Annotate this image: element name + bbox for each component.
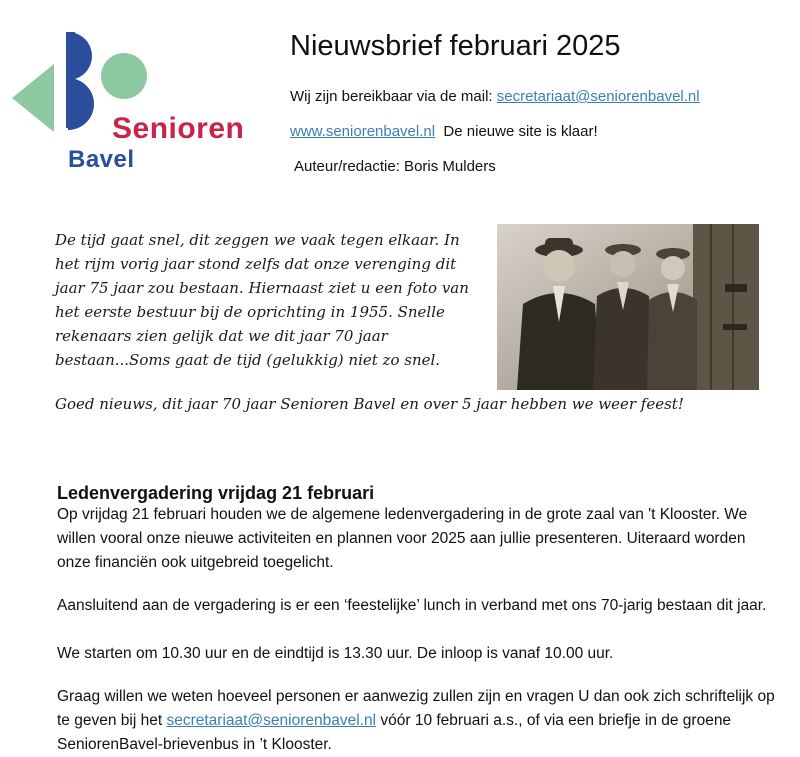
- contact-prefix: Wij zijn bereikbaar via de mail:: [290, 88, 497, 105]
- logo-text-senioren: Senioren: [112, 112, 245, 145]
- contact-email-link[interactable]: secretariaat@seniorenbavel.nl: [496, 88, 700, 105]
- board-photo: [497, 224, 759, 390]
- good-news-line: Goed nieuws, dit jaar 70 jaar Senioren Bavel en over 5 jaar hebben we weer feest!: [55, 395, 684, 413]
- logo-lower-bowl-shape: [68, 78, 94, 130]
- meeting-paragraph-3: We starten om 10.30 uur en de eindtijd is 13.30 uur. De inloop is vanaf 10.00 uur.: [57, 645, 614, 662]
- contact-line: [290, 88, 700, 105]
- site-line: [290, 123, 598, 140]
- board-photo-image: [497, 224, 759, 390]
- meeting-paragraph-2: Aansluitend aan de vergadering is er een ‘feestelijke’ lunch in verband met ons 70-jarig bestaan dit jaar.: [57, 597, 767, 614]
- newsletter-title: Nieuwsbrief februari 2025: [290, 30, 621, 62]
- logo-text-bavel: Bavel: [68, 146, 135, 173]
- logo-circle-shape: [101, 53, 147, 99]
- intro-paragraph: De tijd gaat snel, dit zeggen we vaak tegen elkaar. In het rijm vorig jaar stond zelfs dat onze verenging dit jaar 75 jaar zou bestaan. Hiernaast ziet u een foto van het eerste bestuur bij de oprichting in 1955. Snelle rekenaars zien gelijk dat we dit jaar 70 jaar bestaan...Soms gaat de tijd (gelukkig) niet zo snel.: [55, 231, 469, 369]
- author-line: Auteur/redactie: Boris Mulders: [294, 158, 496, 175]
- logo-triangle-shape: [12, 64, 54, 132]
- logo: [8, 28, 268, 178]
- meeting-paragraph-4: [57, 685, 777, 757]
- logo-upper-bowl-shape: [68, 32, 92, 80]
- site-link[interactable]: www.seniorenbavel.nl: [290, 123, 436, 140]
- meeting-p4-after: vóór 10 februari a.s., of via een briefje in de groene SeniorenBavel-brievenbus in ’t Klooster.: [57, 712, 732, 753]
- meeting-p4-before: Graag willen we weten hoeveel personen er aanwezig zullen zijn en vragen U dan ook zich schriftelijk op te geven bij het: [57, 688, 775, 729]
- meeting-email-link[interactable]: secretariaat@seniorenbavel.nl: [166, 712, 377, 729]
- logo-graphic: [8, 28, 268, 178]
- meeting-paragraph-1: Op vrijdag 21 februari houden we de algemene ledenvergadering in de grote zaal van 't Klooster. We willen vooral onze nieuwe activiteiten en plannen voor 2025 aan jullie presenteren. Uiteraard worden onze financiën ook uitgebreid toegelicht.: [57, 506, 748, 571]
- site-note: De nieuwe site is klaar!: [443, 123, 598, 140]
- meeting-title: Ledenvergadering vrijdag 21 februari: [57, 483, 375, 503]
